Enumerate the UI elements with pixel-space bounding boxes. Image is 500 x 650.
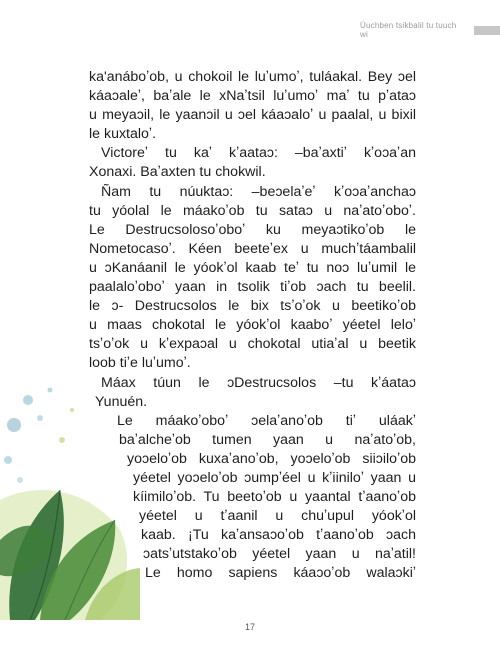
text-line: Yunuén. (95, 393, 148, 410)
text-line: Victoreʼ tu kaʼ kʼaataɔ: –baʼaxtiʼ kʼoɔaʼan (101, 145, 416, 162)
text-line: yéetel u tʼaanil u chuʼupul yóokʼol (139, 508, 416, 525)
text-line: Le homo sapiens káaɔoʼob walaɔkiʼ (145, 565, 416, 582)
text-line: u maas chokotal le yóokʼol kaaboʼ yéetel leloʼ (89, 317, 416, 334)
text-line: paalaloʼoboʼ yaan in tsolik tiʼob ɔach tu beelil. (89, 279, 416, 296)
text-line: loob tiʼe luʼumoʼ. (89, 355, 191, 372)
text-line: yéetel yoɔeloʼob ɔumpʼéel u kʼiiniloʼ yaan u (133, 469, 416, 486)
text-line: le kuxtaloʼ. (89, 126, 157, 143)
running-header-title: Úuchben tsikbalil tu tuuch wi (360, 21, 457, 39)
text-line: Xonaxi. Baʼaxten tu chokwil. (89, 164, 266, 181)
text-line: kíimiloʼob. Tu beetoʼob u yaantal tʼaanoʼob (133, 489, 416, 506)
text-line: le ɔ- Destrucsolos le bix tsʼoʼok u beetikoʼob (89, 298, 416, 315)
text-line: Nometocasoʼ. Kéen beeteʼex u muchʼtáambalil (89, 240, 416, 257)
text-line: Ñam tu núuktaɔ: –beɔelaʼeʼ kʼoɔaʼanchaɔ (101, 183, 416, 200)
page-number: 17 (244, 622, 255, 632)
text-line: káaɔaleʼ, baʼale le xNaʼtsil luʼumoʼ maʼ tu pʼataɔ (89, 88, 416, 105)
text-line: tu yóolal le máakoʼob tu sataɔ u naʼatoʼoboʼ. (89, 202, 416, 219)
running-header (360, 21, 500, 39)
text-line: u meyaɔil, le yaanɔil u ɔel káaɔaloʼ u paalal, u bixil (89, 107, 416, 124)
text-line: Le Destrucsolosoʼoboʼ ku meyaɔtikoʼob le (89, 221, 416, 238)
text-line: kaab. ¡Tu kaʼansaɔoʼob tʼaanoʼob ɔach (141, 527, 416, 544)
header-tab-bar (474, 26, 500, 35)
story-text (89, 68, 416, 584)
text-line: u ɔKanáanil le yóokʼol kaab teʼ tu noɔ luʼumil le (89, 259, 416, 276)
text-line: Le máakoʼoboʼ ɔelaʼanoʼob tiʼ uláakʼ (117, 412, 416, 429)
text-line: yoɔeloʼob kuxaʼanoʼob, yoɔeloʼob siiɔiloʼob (127, 450, 416, 467)
text-line: tsʼoʼok u kʼexpaɔal u chokotal utiaʼal u beetik (89, 336, 416, 353)
text-line: ka'anáboʼob, u chokoil le luʼumoʼ, tuláakal. Bey ɔel (89, 69, 416, 85)
text-line: ɔatsʼutstakoʼob yéetel yaan u naʼatil! (143, 546, 416, 563)
text-line: Máax túun le ɔDestrucsolos –tu kʼáataɔ (101, 374, 416, 391)
text-line: baʼalcheʼob tumen yaan u naʼatoʼob, (119, 431, 416, 448)
